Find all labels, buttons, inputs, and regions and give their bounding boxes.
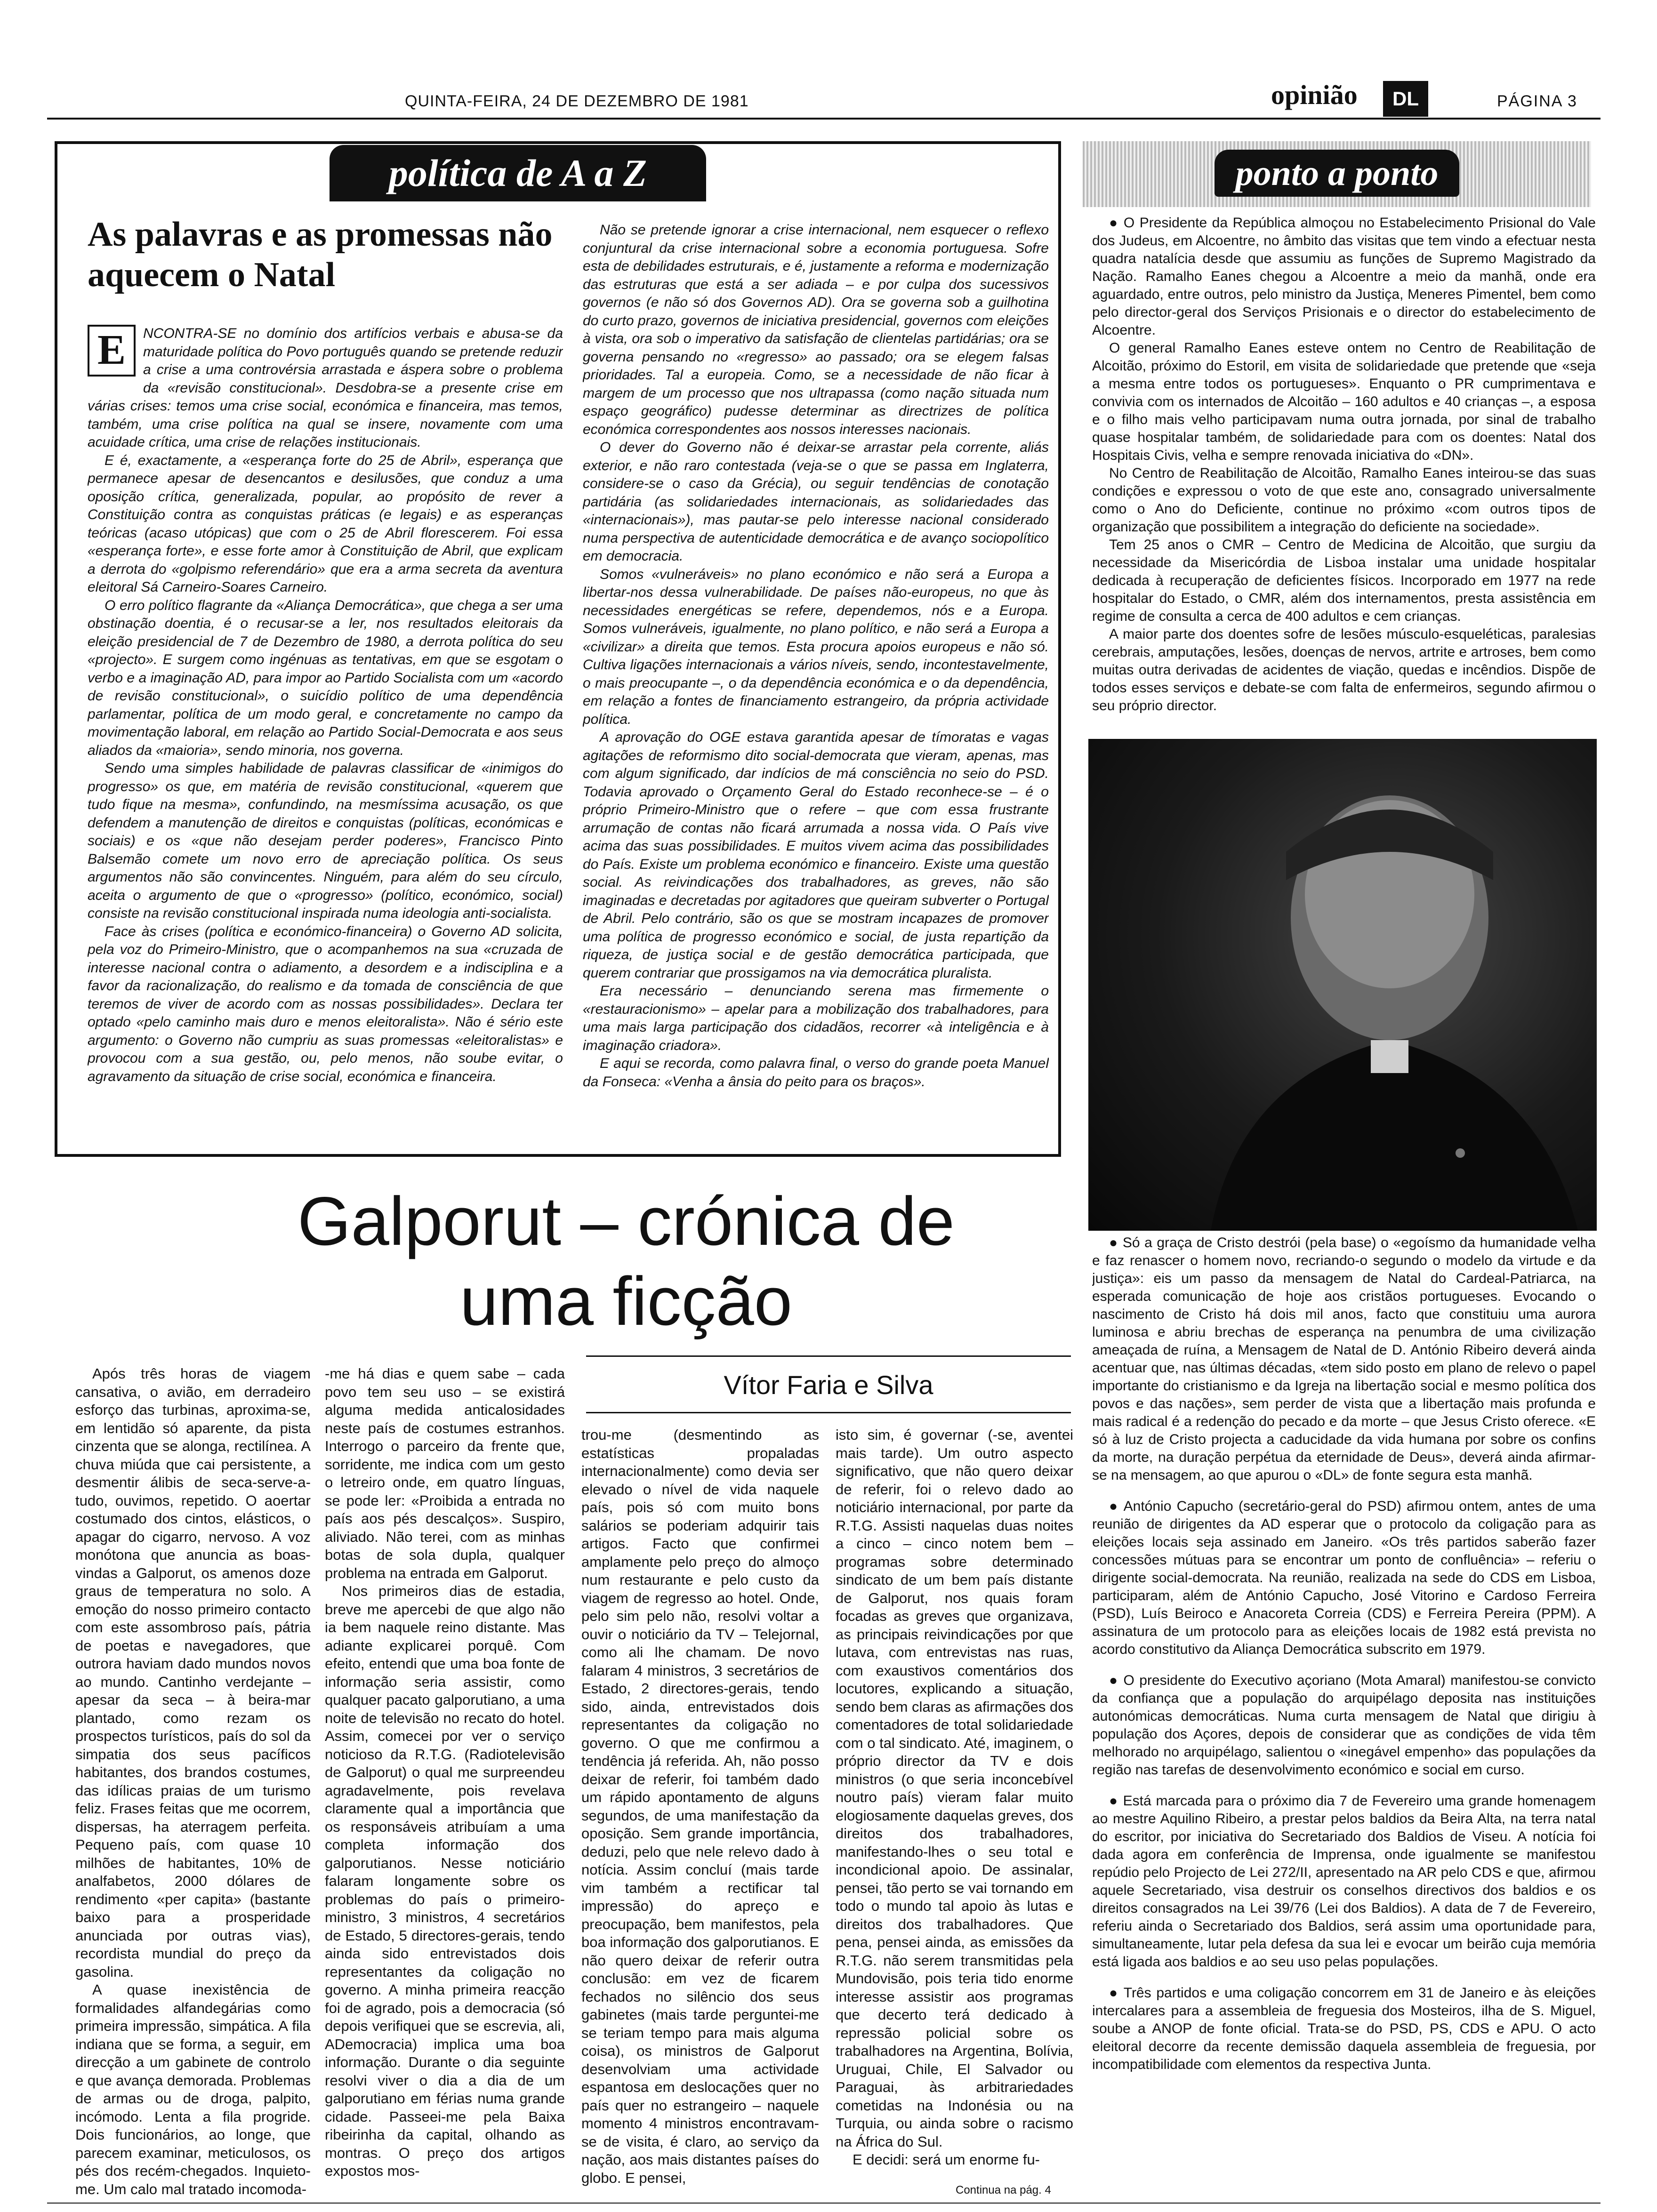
paragraph: Face às crises (política e económico-financeira) o Governo AD solicita, pela voz do Primeiro-Ministro, que o acompanhemos na sua «cruzada de interesse nacional contra o adiamento, a desordem e a indisciplina e a favor da racionalização, do realismo e da tomada de consciência de que teremos de viver de acordo com as nossas possibilidades». Declara ter optado «pelo caminho mais duro e menos eleitoralista». Não é sério este argumento: o Governo não cumpriu as suas promessas «eleitoralistas» e provocou com a sua gestão, ou, pelo menos, não soube evitar, o agravamento da situação de crise social, económica e financeira. [88,923,563,1084]
paragraph: -me há dias e quem sabe – cada povo tem seu uso – se existirá alguma medida anticalosidades neste país de costumes estranhos. Interrogo o parceiro da frente que, sorridente, me indica com um gesto o letreiro onde, em quatro línguas, se pode ler: «Proibida a entrada no país aos pés descalços». Suspiro, aliviado. Não terei, com as minhas botas de sola dupla, qualquer problema na entrada em Galporut. [325,1365,565,1581]
article-headline: As palavras e as promessas não aquecem o Natal [88,215,553,294]
paragraph: NCONTRA-SE no domínio dos artifícios verbais e abusa-se da maturidade política do Povo português quando se pretende reduzir a crise a uma controvérsia arrastada e áspera sobre o problema da «revisão constitucional». Desdobra-se a presente crise em várias crises: temos uma crise social, económica e financeira, mas temos, também, uma crise política na qual se insere, novamente com uma acuidade crítica, uma crise de relações institucionais. [88,326,563,450]
paragraph: Não se pretende ignorar a crise internacional, nem esquecer o reflexo conjuntural da crise internacional sobre a economia portuguesa. Sofre esta de debilidades estruturais, e é, justamente a reforma e modernização das estruturas que está a ser adiada – e por culpa dos sucessivos governos (e não só dos Governos AD). Ora se governa sob a guilhotina do curto prazo, governos de iniciativa presidencial, governos com eleições à vista, ora sob o imperativo da satisfação de clientelas partidárias; ora se governa pensando no «regresso» ao passado; ora se elegem falsas prioridades. Tal a europeia. Como, se a necessidade de não ficar à margem de um processo que nos ultrapassa (como nação situada num espaço geográfico) pudesse determinar as directrizes de política económica correspondentes aos nossos interesses nacionais. [583,222,1049,437]
section-logo: DL [1383,81,1428,117]
politica-column-1 [88,325,563,1144]
author-rule-top [586,1355,1071,1357]
politica-banner: política de A a Z [330,145,706,201]
paragraph: isto sim, é governar (-se, aventei mais tarde). Um outro aspecto significativo, que não quero deixar de referir, foi o relevo dado ao noticiário internacional, por parte da R.T.G. Assisti naquelas duas noites a cinco – cinco notem bem – programas sobre determinado sindicato de um bem país distante de Galporut, nos quais foram focadas as greves que organizava, as principais reivindicações por que lutava, com entrevistas nas ruas, com exaustivos comentários dos locutores, explicando a situação, sendo bem claras as afirmações dos comentadores de total solidariedade com o tal sindicato. Até, imaginem, o próprio director da TV e dois ministros (o que seria inconcebível noutro país) vieram falar muito elogiosamente daquelas greves, dos direitos dos trabalhadores, manifestando-lhes o seu total e incondicional apoio. De assinalar, pensei, tão perto se vai tornando em todo o mundo tal apoio às lutas e direitos dos trabalhadores. Que pena, pensei ainda, as emissões da R.T.G. não serem transmitidas pela Mundovisão, pois teria tido enorme interesse assistir aos programas que decerto terá dedicado à repressão policial sobre os trabalhadores na Argentina, Bolívia, Uruguai, Chile, El Salvador ou Paraguai, às arbitrariedades cometidas na Indonésia ou na Turquia, ou ainda sobre o racismo na África do Sul. [836,1427,1073,2150]
news-item: ● Só a graça de Cristo destrói (pela base) o «egoísmo da humanidade velha e faz renascer o homem novo, recriando-o segundo o modelo da virtude e da justiça»: eis um passo da mensagem de Natal do Cardeal-Patriarca, na esperada comunicação de hoje aos cristãos portugueses. Evocando o nascimento de Cristo há dois mil anos, facto que constituiu uma aurora luminosa e abriu brechas de esperança na penumbra de uma civilização ameaçada de ruína, a Mensagem de Natal de D. António Ribeiro deverá ainda acentuar que, nas últimas décadas, «tem sido posto em plano de relevo o papel importante do cristianismo e da Igreja na libertação social e mesmo política dos povos e das nações», sem perder de vista que a libertação mais profunda e mais radical é a redenção do pecado e da morte – que Jesus Cristo oferece. «E só à luz de Cristo projecta a caducidade da vida humana por sobre os confins da morte, na duração perpétua da eternidade de Deus», deverá ainda afirmar-se na mensagem, ao que apurou o «DL» de fonte segura esta manhã. [1092,1234,1596,1484]
news-item: ● Está marcada para o próximo dia 7 de Fevereiro uma grande homenagem ao mestre Aquilino Ribeiro, a prestar pelos baldios da Beira Alta, na terra natal do escritor, por iniciativa do Secretariado dos Baldios de Viseu. A notícia foi dada agora em conferência de Imprensa, onde igualmente se manifestou repúdio pelo Projecto de Lei 272/II, apresentado na AR pelo CDS e que, afirmou aquele Secretariado, visa destruir os conselhos directivos dos baldios e os direitos consagrados na Lei 39/76 (Lei dos Baldios). A data de 7 de Fevereiro, referiu ainda o Secretariado dos Baldios, será assim uma oportunidade para, simultaneamente, lutar pela defesa da sua lei e evocar um beirão cuja memória está ligada aos baldios e ao seu uso pelas populações. [1092,1792,1596,1971]
galporut-column-4 [836,1426,1073,2179]
politica-column-2 [583,221,1049,1144]
continued-note: Continua na pág. 4 [956,2184,1051,2196]
paragraph: A aprovação do OGE estava garantida apesar de tímoratas e vagas agitações de reformismo dito social-democrata que vieram, apenas, mas com algum significado, dar indícios de má consciência no seio do PSD. Todavia aprovado o Orçamento Geral do Estado reconhece-se – é o próprio Primeiro-Ministro que o refere – que com essa frustrante arrumação de contas não ficará arrumada a nossa vida. O País vive acima das suas possibilidades. E muitos vivem acima das possibilidades do País. Existe um problema económico e financeiro. Existe uma questão social. As reivindicações dos trabalhadores, as greves, não são imaginadas e decretadas por agitadores que queiram subverter o Portugal de Abril. Pelo contrário, são os que se mostram incapazes de promover uma política de progresso económico e social, de justa repartição da riqueza, de justiça social e de gestão democrática participada, que querem contrariar que prossigamos na via democrática pluralista. [583,729,1049,981]
issue-date: QUINTA-FEIRA, 24 DE DEZEMBRO DE 1981 [405,92,749,110]
ponto-column-top [1092,214,1596,732]
author-byline: Vítor Faria e Silva [724,1370,933,1400]
news-item: No Centro de Reabilitação de Alcoitão, Ramalho Eanes inteirou-se das suas condições e expressou o voto de que este ano, consagrado universalmente como o Ano do Deficiente, continue no próximo «com outros tipos de organização que possibilitem a integração do deficiente na sociedade». [1092,465,1596,535]
ponto-column-bottom [1092,1234,1596,2204]
author-rule-bottom [586,1412,1071,1413]
article-headline: Galporut – crónica de uma ficção [298,1183,955,1339]
paragraph: E decidi: será um enorme fu- [853,2151,1040,2168]
portrait-photo [1088,739,1597,1231]
header-rule [47,118,1601,120]
paragraph: Após três horas de viagem cansativa, o avião, em derradeiro esforço das turbinas, aproxima-se, em lentidão só aparente, da pista cinzenta que se alonga, rectilínea. A chuva miúda que cai persistente, a desmentir álibis de seca-serve-a-tudo, ouvimos, repetido. O aoertar costumado dos cintos, elásticos, o apagar do cigarro, nervoso. A voz monótona que anuncia as boas-vindas a Galporut, os amenos doze graus de temperatura no solo. A emoção do nosso primeiro contacto com este assombroso país, pátria de poetas e navegadores, que outrora haviam dado mundos novos ao mundo. Cantinho verdejante – apesar da seca – à beira-mar plantado, como rezam os prospectos turísticos, país do sol da simpatia dos seus pacíficos habitantes, dos brandos costumes, das idílicas praias de um turismo feliz. Frases feitas que me ocorrem, dispersas, ha aterragem perfeita. Pequeno país, com quase 10 milhões de habitantes, 10% de analfabetos, 2000 dólares de rendimento «per capita» (bastante baixo para a prosperidade anunciada por outras vias), recordista mundial do preço da gasolina. [75,1365,311,1980]
section-title: opinião [1271,80,1358,110]
news-item: ● António Capucho (secretário-geral do PSD) afirmou ontem, antes de uma reunião de dirigentes da AD esperar que o protocolo da coligação para as eleições locais seja assinado em Janeiro. «Os três partidos saberão fazer concessões mútuas para se encontrar um ponto de confluência» – referiu o dirigente social-democrata. Na reunião, realizada na sede do CDS em Lisboa, participaram, além de António Capucho, José Vitorino e Cardoso Ferreira (PSD), Luís Beiroco e Anacoreta Correia (CDS) e Ferreira Pereira (PPM). A assinatura de um protocolo para as eleições locais de 1982 está prevista no acordo constitutivo da Aliança Democrática subscrito em 1979. [1092,1498,1596,1659]
news-item: O general Ramalho Eanes esteve ontem no Centro de Reabilitação de Alcoitão, próximo do Estoril, em visita de solidariedade que pretende que «seja a mesma entre todos os portugueses». Enquanto o PR cumprimentava e convivia com os internados de Alcoitão – 160 adultos e 40 crianças –, a esposa e o filho mais velho participavam numa outra jornada, por sinal de trabalho quase hospitalar também, de solidariedade para com os doentes: Natal dos Hospitais Civis, velha e sempre renovada iniciativa do «DN». [1092,340,1596,463]
paragraph: Somos «vulneráveis» no plano económico e não será a Europa a libertar-nos dessa vulnerabilidade. De países não-europeus, no que às necessidades energéticas se refere, dependemos, nós e a Europa. Somos vulneráveis, igualmente, no plano político, e não será a Europa a «civilizar» a direita que temos. Esta procura apoios europeus e não só. Cultiva ligações internacionais a vários níveis, sendo, incontestavelmente, o mais preocupante –, o da dependência económica e o da dependência, em relação a fontes de financiamento estrangeiro, da própria actividade política. [583,566,1049,727]
paragraph: trou-me (desmentindo as estatísticas propaladas internacionalmente) como devia ser elevado o nível de vida naquele país, pois só com muito bons salários se poderiam adquirir tais artigos. Facto que confirmei amplamente pelo preço do almoço num restaurante e pelo custo da viagem de regresso ao hotel. Onde, pelo sim pelo não, resolvi voltar a ouvir o noticiário da TV – Telejornal, como ali lhe chamam. De novo falaram 4 ministros, 3 secretários de Estado, 2 directores-gerais, tendo sido, ainda, entrevistados dois representantes da coligação no governo. O que me confirmou a tendência já referida. Ah, não posso deixar de referir, foi também dado um rápido apontamento de alguns segundos, de uma manifestação da oposição. Sem grande importância, deduzi, pelo que nele relevo dado à notícia. Assim concluí (mais tarde vim também a rectificar tal impressão) do apreço e preocupação, bem manifestos, pela boa informação dos galporutianos. E não quero deixar de referir outra conclusão: em vez de ficarem fechados no silêncio dos seus gabinetes (mais tarde perguntei-me se teriam tempo para mais alguma coisa), os ministros de Galporut desenvolviam uma actividade espantosa em deslocações quer no país quer no estrangeiro – naquele momento 4 ministros encontravam-se de visita, é claro, ao serviço da nação, aos mais distantes países do globo. E pensei, [581,1427,819,2186]
galporut-column-1 [75,1365,311,2203]
paragraph: O dever do Governo não é deixar-se arrastar pela corrente, aliás exterior, e não raro contestada (veja-se o que se passa em Inglaterra, considere-se o caso da Grécia), ou seguir tendências de conotação partidária (as solidariedades internacionais, as solidariedades das «internacionais»), mas pautar-se pelo interesse nacional considerado numa perspectiva de autenticidade democrática e de avanço sociopolítico em democracia. [583,440,1049,564]
news-item: A maior parte dos doentes sofre de lesões músculo-esqueléticas, paralesias cerebrais, amputações, lesões, doenças de nervos, artrite e artroses, bem como muitas outra derivadas de acidentes de viação, quedas e incêndios. Dispõe de todos esses serviços e debate-se com falta de enfermeiros, segundo afirmou o seu próprio director. [1092,626,1596,713]
paragraph: Sendo uma simples habilidade de palavras classificar de «inimigos do progresso» os que, em matéria de revisão constitucional, «querem que tudo fique na mesma», confundindo, na mesmíssima acusação, os que defendem a manutenção de direitos e conquistas (políticas, económicas e sociais) e os «que não desejam perder poderes», Francisco Pinto Balsemão comete um novo erro de apreciação política. Os seus argumentos não são convincentes. Ninguém, para além do seu círculo, aceita o argumento de que o «progresso» (político, económico, social) consiste na revisão constitucional inspirada numa ideologia anti-socialista. [88,761,563,921]
footer-rule [47,2203,1601,2204]
ponto-banner-title: ponto a ponto [1215,150,1459,197]
news-item: ● O Presidente da República almoçou no Estabelecimento Prisional do Vale dos Judeus, em Alcoentre, no âmbito das visitas que tem vindo a efectuar nesta quadra natalícia desde que assumiu as funções de Supremo Magistrado da Nação. Ramalho Eanes chegou a Alcoentre a meio da manhã, onde era aguardado, entre outros, pelo ministro da Justiça, Meneres Pimentel, bem como pelo director-geral dos Serviços Prisionais e o director do estabelecimento de Alcoentre. [1092,214,1596,339]
portrait-illustration [1088,739,1597,1231]
paragraph: E é, exactamente, a «esperança forte do 25 de Abril», esperança que permanece apesar de desencantos e desilusões, que conduz a uma oposição crítica, generalizada, popular, ao propósito de rever a Constituição contra as conquistas práticas (e legais) e as esperanças teóricas (acaso utópicas) que com o 25 de Abril florescerem. Foi essa «esperança forte», e esse forte amor à Constituição de Abril, que explicam a derrota do «golpismo referendário» que era a arma secreta da aventura eleitoral Sá Carneiro-Soares Carneiro. [88,452,563,595]
page-number: PÁGINA 3 [1497,92,1577,110]
drop-cap-space [88,325,143,380]
news-item: ● O presidente do Executivo açoriano (Mota Amaral) manifestou-se convicto da confiança que a população do arquipélago deposita nas instituições autonómicas democráticas. Numa curta mensagem de Natal que dirigiu à população dos Açores, depois de considerar que as condições de vida têm melhorado no arquipélago, salientou o «inegável empenho» das populações da região nas tarefas de desenvolvimento económico e social em curso. [1092,1672,1596,1779]
paragraph: E aqui se recorda, como palavra final, o verso do grande poeta Manuel da Fonseca: «Venha a ânsia do peito para os braços». [583,1056,1049,1090]
news-item: Tem 25 anos o CMR – Centro de Medicina de Alcoitão, que surgiu da necessidade da Misericórdia de Lisboa instalar uma unidade hospitalar dedicada à recuperação de deficientes físicos. Incorporado em 1977 na rede hospitalar do Estado, o CMR, além dos internamentos, presta assistência em regime de consulta a cerca de 400 adultos e cem crianças. [1092,537,1596,624]
paragraph: O erro político flagrante da «Aliança Democrática», que chega a ser uma obstinação doentia, é o recusar-se a ler, nos resultados eleitorais da eleição presidencial de 7 de Dezembro de 1980, a derrota política do seu «projecto». E surgem como ingénuas as tentativas, em que se esgotam o verbo e a imaginação AD, para impor ao Partido Socialista com um «acordo de revisão constitucional», o suicídio político de uma dependência parlamentar, política de um modo geral, e concretamente no campo da movimentação laboral, em relação ao Partido Social-Democrata e aos seus aliados da «maioria», sendo minoria, nos governa. [88,597,563,758]
paragraph: Era necessário – denunciando serena mas firmemente o «restauracionismo» – apelar para a mobilização dos trabalhadores, para uma mais larga participação dos cidadãos, recorrer «à inteligência e à imaginação criadora». [583,983,1049,1053]
paragraph: Nos primeiros dias de estadia, breve me apercebi de que algo não ia bem naquele reino distante. Mas adiante explicarei porquê. Com efeito, entendi que uma boa fonte de informação seria assistir, como qualquer pacato galporutiano, a uma noite de televisão no recato do hotel. Assim, comecei por ver o serviço noticioso da R.T.G. (Radiotelevisão de Galporut) o qual me surpreendeu agradavelmente, pois revelava claramente qual a importância que os responsáveis atribuíam a uma completa informação dos galporutianos. Nesse noticiário falaram longamente sobre os problemas do país o primeiro-ministro, 3 ministros, 4 secretários de Estado, 5 directores-gerais, tendo ainda sido entrevistados dois representantes da coligação no governo. A minha primeira reacção foi de agrado, pois a democracia (só depois verifiquei que se escrevia, ali, ADemocracia) implica uma boa informação. Durante o dia seguinte resolvi viver o dia a dia de um galporutiano em férias numa grande cidade. Passeei-me pela Baixa ribeirinha da capital, olhando as montras. O preço dos artigos expostos mos- [325,1583,565,2179]
paragraph: A quase inexistência de formalidades alfandegárias como primeira impressão, simpática. A fila indiana que se forma, a seguir, em direcção a um gabinete de controlo e que avança demorada. Problemas de armas ou de droga, palpito, incómodo. Lenta a fila progride. Dois funcionários, ao longe, que parecem examinar, meticulosos, os pés dos recém-chegados. Inquieto-me. Um calo mal tratado incomoda- [75,1981,311,2197]
drop-cap: E [88,325,136,377]
galporut-column-2 [325,1365,565,2203]
galporut-column-3 [581,1426,819,2203]
news-item: ● Três partidos e uma coligação concorrem em 31 de Janeiro e às eleições intercalares para a assembleia de freguesia dos Mosteiros, ilha de S. Miguel, soube a ANOP de fonte oficial. Trata-se do PSD, PS, CDS e APU. O acto eleitoral decorre da recente demissão daquela assembleia de freguesia, por incompatibilidade com elementos da respectiva Junta. [1092,1984,1596,2074]
